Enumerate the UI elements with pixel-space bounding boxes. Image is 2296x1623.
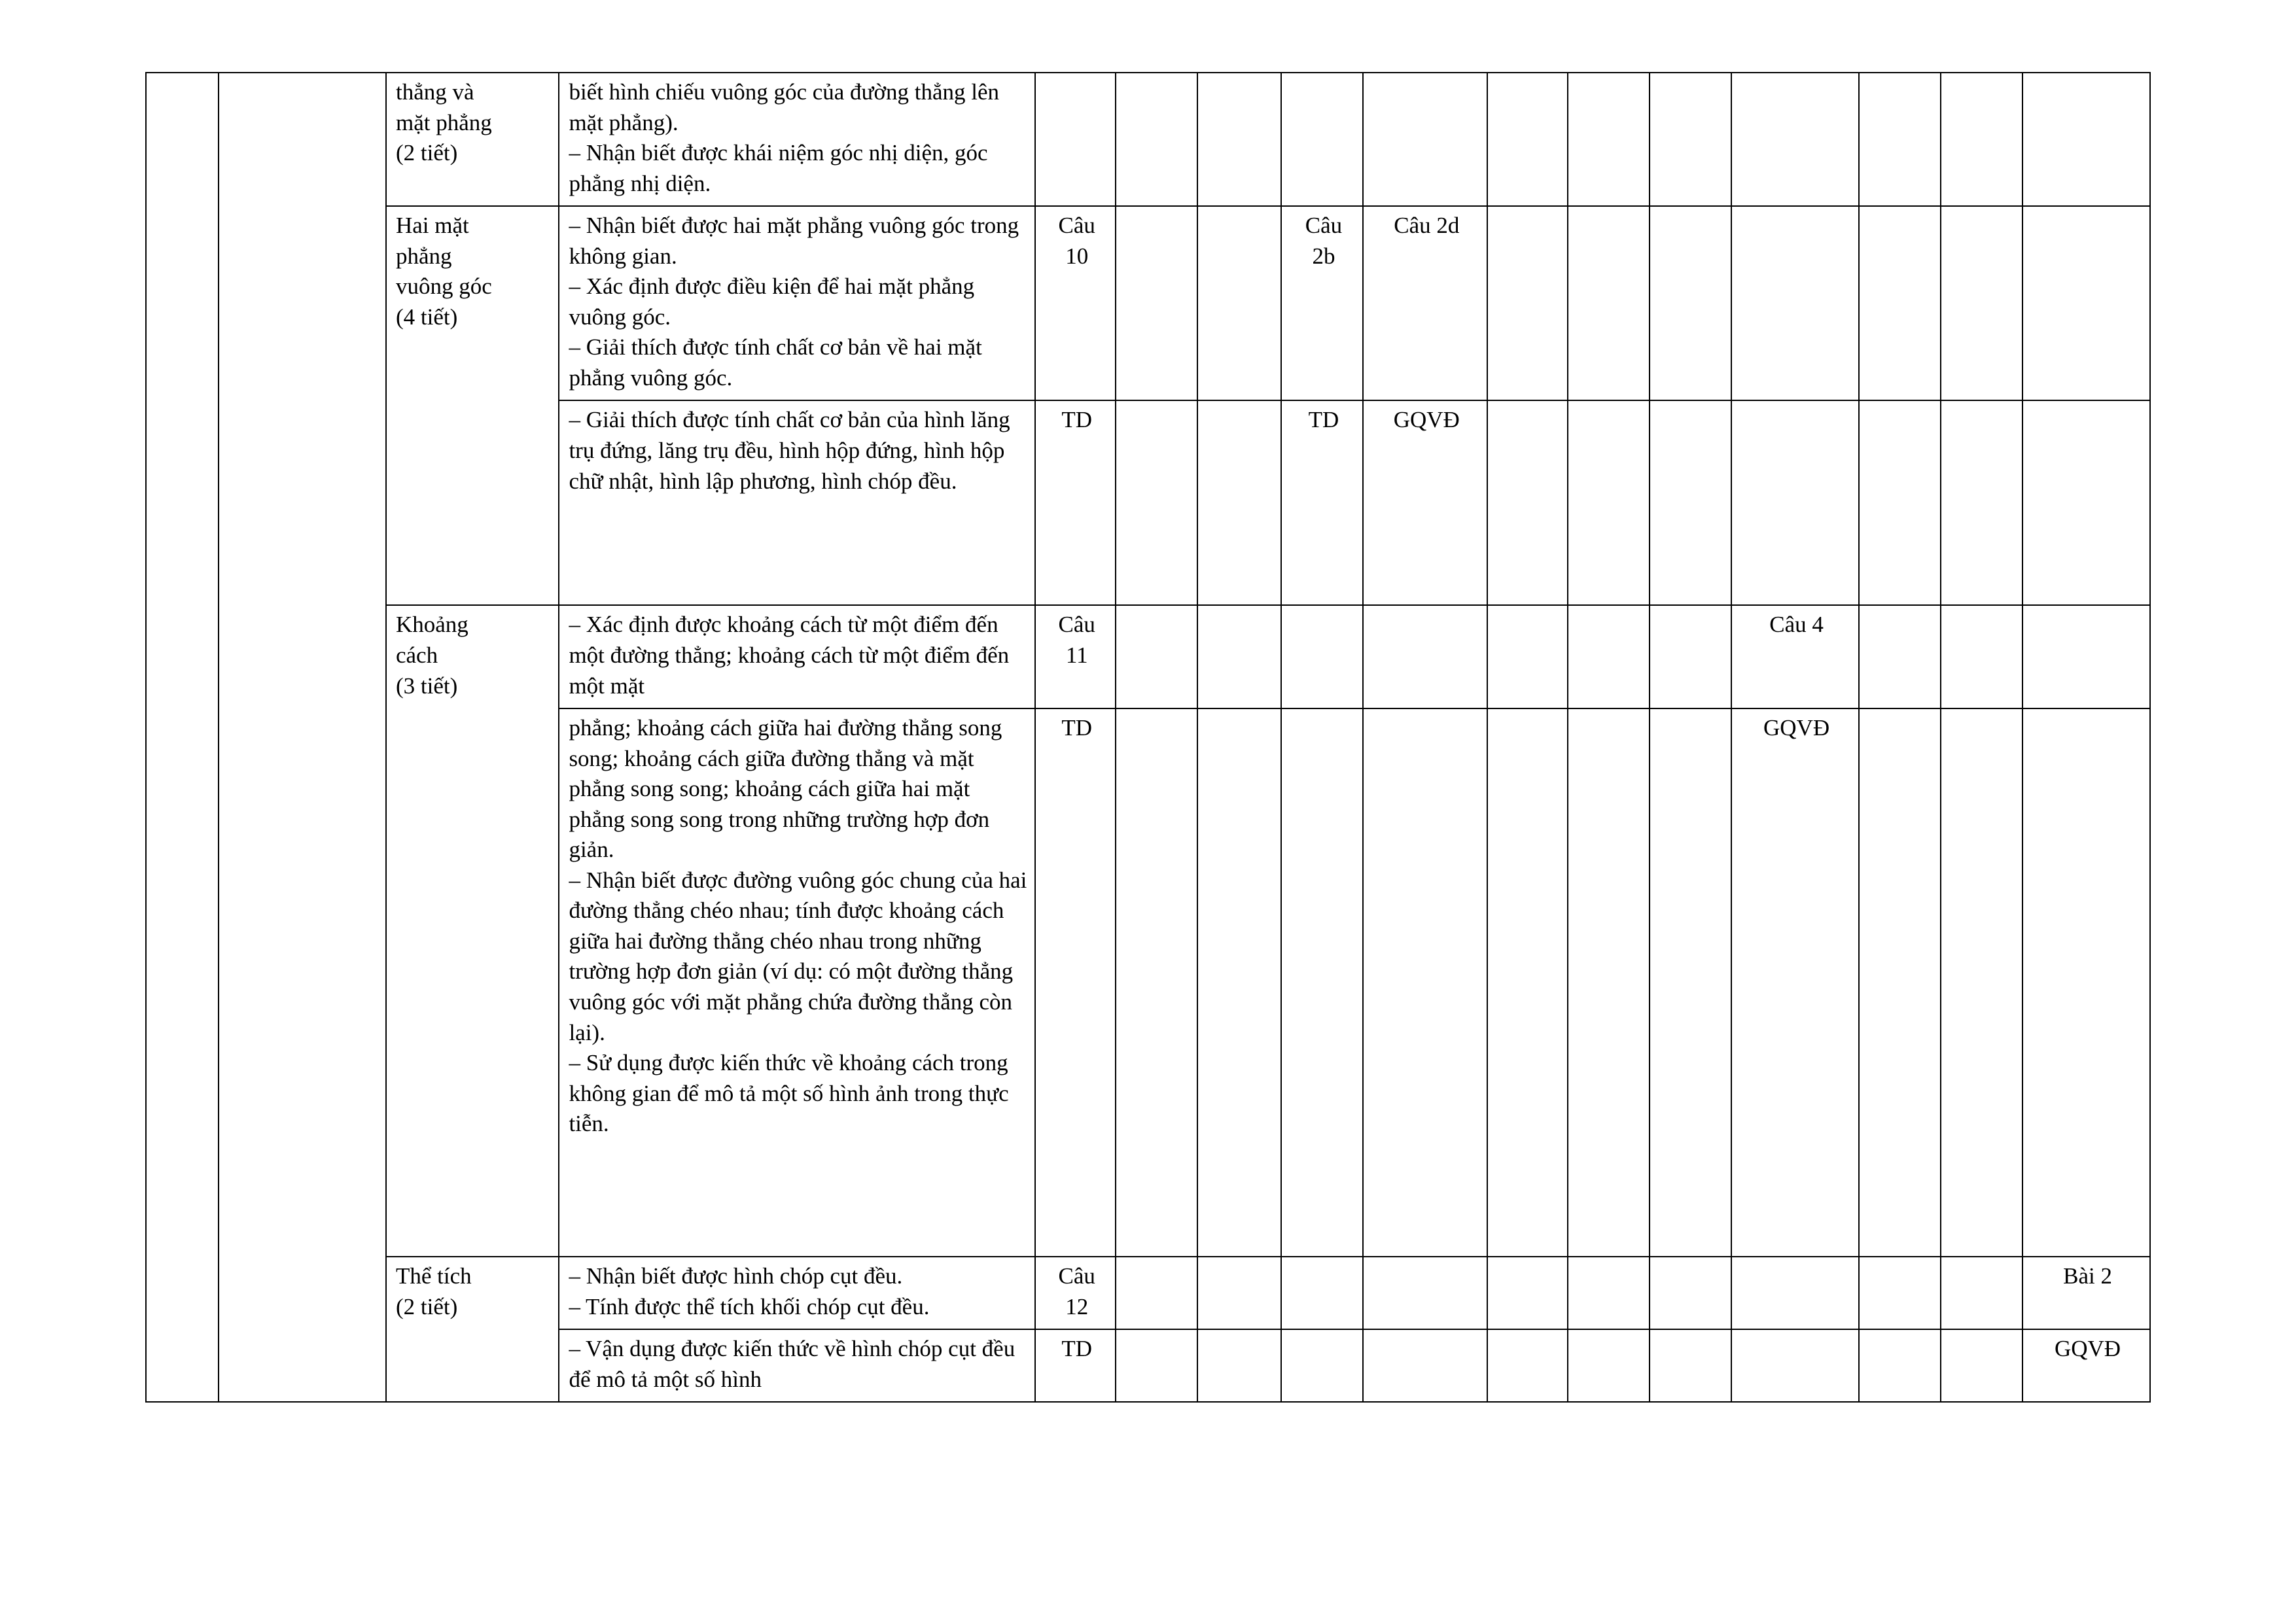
cell-mark-3-11 xyxy=(1941,400,2022,605)
cell-mark-4-4 xyxy=(1281,605,1363,708)
cell-mark-3-1: TD xyxy=(1035,400,1116,605)
cell-mark-7-6 xyxy=(1487,1329,1568,1402)
cell-mark-6-6 xyxy=(1487,1257,1568,1329)
cell-mark-2-8 xyxy=(1650,206,1731,400)
cell-topic-3: Khoảng cách (3 tiết) xyxy=(386,605,559,1257)
cell-mark-2-11 xyxy=(1941,206,2022,400)
cell-mark-7-4 xyxy=(1281,1329,1363,1402)
cell-mark-5-1: TD xyxy=(1035,708,1116,1257)
cell-mark-7-12: GQVĐ xyxy=(2022,1329,2150,1402)
cell-mark-3-7 xyxy=(1568,400,1650,605)
cell-mark-6-9 xyxy=(1731,1257,1859,1329)
cell-mark-5-2 xyxy=(1116,708,1197,1257)
table-row xyxy=(146,206,2150,400)
cell-mark-6-5 xyxy=(1363,1257,1487,1329)
cell-mark-1-7 xyxy=(1568,73,1650,206)
table-row xyxy=(146,1257,2150,1329)
cell-mark-5-9: GQVĐ xyxy=(1731,708,1859,1257)
cell-mark-6-10 xyxy=(1859,1257,1941,1329)
cell-mark-6-3 xyxy=(1197,1257,1281,1329)
cell-mark-5-7 xyxy=(1568,708,1650,1257)
cell-mark-3-9 xyxy=(1731,400,1859,605)
cell-mark-6-1: Câu 12 xyxy=(1035,1257,1116,1329)
cell-mark-3-6 xyxy=(1487,400,1568,605)
cell-mark-4-7 xyxy=(1568,605,1650,708)
cell-mark-1-5 xyxy=(1363,73,1487,206)
cell-mark-4-3 xyxy=(1197,605,1281,708)
cell-mark-6-12: Bài 2 xyxy=(2022,1257,2150,1329)
cell-topic-4: Thể tích (2 tiết) xyxy=(386,1257,559,1402)
cell-mark-7-3 xyxy=(1197,1329,1281,1402)
cell-mark-2-4: Câu 2b xyxy=(1281,206,1363,400)
cell-mark-4-2 xyxy=(1116,605,1197,708)
cell-mark-2-3 xyxy=(1197,206,1281,400)
cell-mark-2-7 xyxy=(1568,206,1650,400)
cell-mark-2-1: Câu 10 xyxy=(1035,206,1116,400)
cell-requirements-2-top: – Nhận biết được hai mặt phẳng vuông góc trong không gian. – Xác định được điều kiện để hai mặt phẳng vuông góc. – Giải thích được tính chất cơ bản về hai mặt phẳng vuông góc. xyxy=(559,206,1035,400)
cell-mark-1-4 xyxy=(1281,73,1363,206)
cell-mark-1-6 xyxy=(1487,73,1568,206)
cell-mark-3-2 xyxy=(1116,400,1197,605)
cell-mark-5-10 xyxy=(1859,708,1941,1257)
cell-mark-3-3 xyxy=(1197,400,1281,605)
cell-mark-6-2 xyxy=(1116,1257,1197,1329)
cell-mark-7-9 xyxy=(1731,1329,1859,1402)
cell-mark-7-7 xyxy=(1568,1329,1650,1402)
cell-mark-4-9: Câu 4 xyxy=(1731,605,1859,708)
cell-mark-5-3 xyxy=(1197,708,1281,1257)
cell-mark-7-11 xyxy=(1941,1329,2022,1402)
cell-mark-4-11 xyxy=(1941,605,2022,708)
cell-mark-7-10 xyxy=(1859,1329,1941,1402)
table-row xyxy=(146,605,2150,708)
cell-mark-5-11 xyxy=(1941,708,2022,1257)
cell-mark-3-4: TD xyxy=(1281,400,1363,605)
cell-mark-2-5: Câu 2d xyxy=(1363,206,1487,400)
cell-mark-5-5 xyxy=(1363,708,1487,1257)
cell-requirements-3-top: – Xác định được khoảng cách từ một điểm đến một đường thẳng; khoảng cách từ một điểm đến một mặt xyxy=(559,605,1035,708)
cell-requirements-2-bottom: – Giải thích được tính chất cơ bản của hình lăng trụ đứng, lăng trụ đều, hình hộp đứng, hình hộp chữ nhật, hình lập phương, hình chóp đều. xyxy=(559,400,1035,605)
cell-mark-4-6 xyxy=(1487,605,1568,708)
cell-mark-7-2 xyxy=(1116,1329,1197,1402)
cell-mark-2-9 xyxy=(1731,206,1859,400)
cell-mark-2-12 xyxy=(2022,206,2150,400)
cell-requirements-4-bottom: – Vận dụng được kiến thức về hình chóp cụt đều để mô tả một số hình xyxy=(559,1329,1035,1402)
cell-mark-7-5 xyxy=(1363,1329,1487,1402)
cell-mark-6-8 xyxy=(1650,1257,1731,1329)
cell-requirements-4-top: – Nhận biết được hình chóp cụt đều. – Tính được thể tích khối chóp cụt đều. xyxy=(559,1257,1035,1329)
cell-mark-3-5: GQVĐ xyxy=(1363,400,1487,605)
cell-mark-3-10 xyxy=(1859,400,1941,605)
cell-mark-1-2 xyxy=(1116,73,1197,206)
assessment-matrix-table xyxy=(145,72,2151,1403)
cell-requirements-3-bottom: phẳng; khoảng cách giữa hai đường thẳng song song; khoảng cách giữa đường thẳng và mặt phẳng song song; khoảng cách giữa hai mặt phẳng song song trong những trường hợp đơn giản. – Nhận biết được đường vuông góc chung của hai đường thẳng chéo nhau; tính được khoảng cách giữa hai đường thẳng chéo nhau trong những trường hợp đơn giản (ví dụ: có một đường thẳng vuông góc với mặt phẳng chứa đường thẳng còn lại). – Sử dụng được kiến thức về khoảng cách trong không gian để mô tả một số hình ảnh trong thực tiễn. xyxy=(559,708,1035,1257)
cell-mark-1-12 xyxy=(2022,73,2150,206)
cell-mark-4-10 xyxy=(1859,605,1941,708)
cell-mark-6-11 xyxy=(1941,1257,2022,1329)
cell-mark-7-8 xyxy=(1650,1329,1731,1402)
cell-topic-2: Hai mặt phẳng vuông góc (4 tiết) xyxy=(386,206,559,605)
cell-topic-1: thẳng và mặt phẳng (2 tiết) xyxy=(386,73,559,206)
cell-mark-6-4 xyxy=(1281,1257,1363,1329)
cell-mark-1-9 xyxy=(1731,73,1859,206)
cell-mark-1-1 xyxy=(1035,73,1116,206)
cell-mark-2-10 xyxy=(1859,206,1941,400)
cell-mark-3-8 xyxy=(1650,400,1731,605)
cell-mark-3-12 xyxy=(2022,400,2150,605)
cell-mark-1-3 xyxy=(1197,73,1281,206)
cell-mark-7-1: TD xyxy=(1035,1329,1116,1402)
cell-requirements-1: biết hình chiếu vuông góc của đường thẳng lên mặt phẳng). – Nhận biết được khái niệm góc nhị diện, góc phẳng nhị diện. xyxy=(559,73,1035,206)
cell-mark-5-12 xyxy=(2022,708,2150,1257)
cell-mark-4-8 xyxy=(1650,605,1731,708)
cell-mark-1-10 xyxy=(1859,73,1941,206)
cell-mark-6-7 xyxy=(1568,1257,1650,1329)
cell-mark-1-11 xyxy=(1941,73,2022,206)
cell-chapter-col xyxy=(146,73,219,1402)
cell-mark-2-2 xyxy=(1116,206,1197,400)
cell-mark-4-5 xyxy=(1363,605,1487,708)
cell-mark-2-6 xyxy=(1487,206,1568,400)
cell-mark-5-8 xyxy=(1650,708,1731,1257)
cell-mark-4-12 xyxy=(2022,605,2150,708)
cell-mark-4-1: Câu 11 xyxy=(1035,605,1116,708)
cell-mark-1-8 xyxy=(1650,73,1731,206)
cell-unit-col xyxy=(219,73,386,1402)
cell-mark-5-4 xyxy=(1281,708,1363,1257)
table-row xyxy=(146,73,2150,206)
cell-mark-5-6 xyxy=(1487,708,1568,1257)
